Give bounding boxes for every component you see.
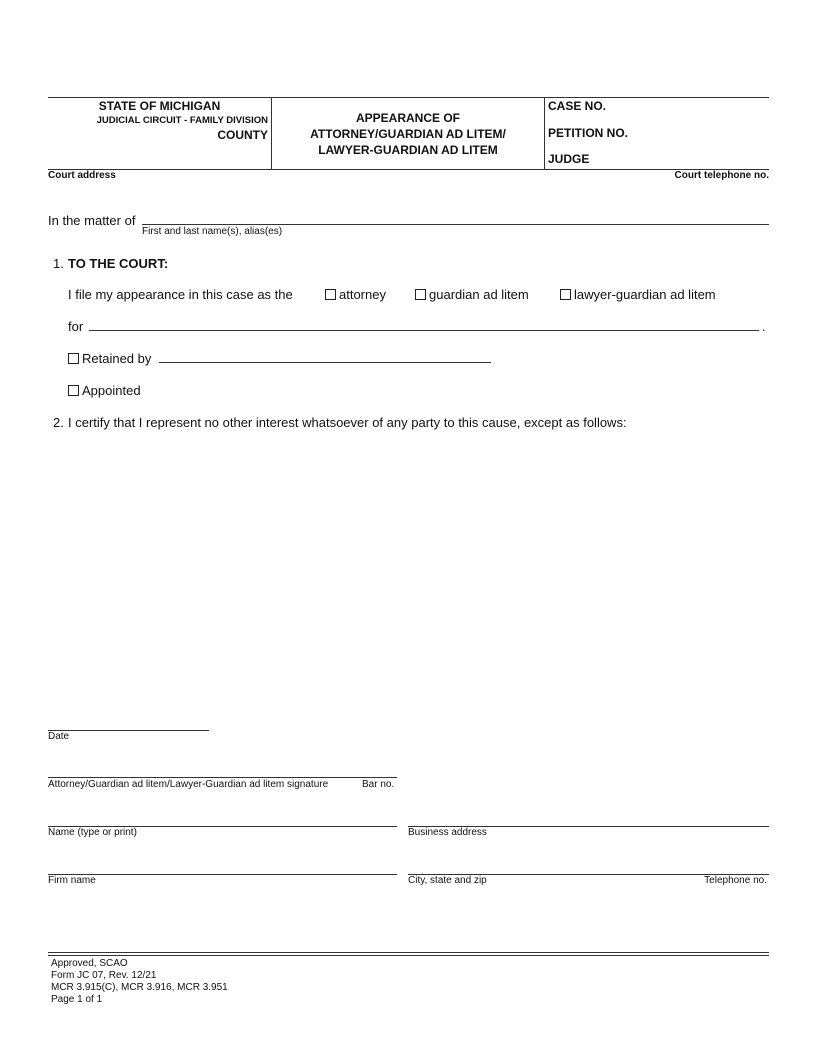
header-divider-right xyxy=(544,97,545,169)
appointed-label: Appointed xyxy=(82,383,141,398)
section2-number: 2. xyxy=(53,415,64,430)
bar-no-label: Bar no. xyxy=(362,779,395,790)
footer-line: Form JC 07, Rev. 12/21 xyxy=(51,970,157,981)
form-title-line: LAWYER-GUARDIAN AD LITEM xyxy=(318,143,498,157)
section1-number: 1. xyxy=(53,256,64,271)
option-label: lawyer-guardian ad litem xyxy=(574,287,716,302)
section1-heading: TO THE COURT: xyxy=(68,256,169,271)
option-attorney[interactable] xyxy=(325,287,386,302)
footer-line: MCR 3.915(C), MCR 3.916, MCR 3.951 xyxy=(51,982,228,993)
footer-rule-top xyxy=(48,952,769,953)
attorney-checkbox[interactable] xyxy=(325,289,336,300)
signature-line xyxy=(48,777,397,778)
retained-label: Retained by xyxy=(82,351,152,366)
option-lawyer-guardian-ad-litem[interactable] xyxy=(560,287,716,302)
section2-text: I certify that I represent no other interest whatsoever of any party to this cause, except as follows: xyxy=(68,415,627,430)
option-label: guardian ad litem xyxy=(429,287,529,302)
header-bottom-rule xyxy=(48,169,769,170)
header-top-rule xyxy=(48,97,769,98)
footer-line: Page 1 of 1 xyxy=(51,994,103,1005)
retained-option[interactable] xyxy=(68,351,151,366)
court-telephone-label: Court telephone no. xyxy=(674,170,769,181)
option-guardian-ad-litem[interactable] xyxy=(415,287,529,302)
date-line xyxy=(48,730,209,731)
business-address-label: Business address xyxy=(408,827,487,838)
form-title xyxy=(272,110,544,158)
appointed-checkbox[interactable] xyxy=(68,385,79,396)
retained-by-field[interactable] xyxy=(159,349,491,363)
footer-rule-bottom xyxy=(48,955,769,956)
matter-name-field[interactable] xyxy=(142,210,769,225)
court-address-label: Court address xyxy=(48,170,116,181)
guardian-ad-litem-checkbox[interactable] xyxy=(415,289,426,300)
case-no-label: CASE NO. xyxy=(548,99,607,113)
footer-line: Approved, SCAO xyxy=(51,958,128,969)
court-name: JUDICIAL CIRCUIT - FAMILY DIVISION xyxy=(96,115,268,126)
signature-label: Attorney/Guardian ad litem/Lawyer-Guardian ad litem signature xyxy=(48,779,329,790)
city-state-zip-label: City, state and zip xyxy=(408,875,487,886)
retained-checkbox[interactable] xyxy=(68,353,79,364)
for-field[interactable] xyxy=(89,317,759,331)
firm-name-label: Firm name xyxy=(48,875,96,886)
telephone-label: Telephone no. xyxy=(704,875,767,886)
date-label: Date xyxy=(48,731,70,742)
matter-caption: First and last name(s), alias(es) xyxy=(142,226,283,237)
name-label: Name (type or print) xyxy=(48,827,137,838)
footer-info xyxy=(51,958,228,1006)
matter-label: In the matter of xyxy=(48,213,136,228)
appointed-option[interactable] xyxy=(68,383,141,398)
lawyer-guardian-ad-litem-checkbox[interactable] xyxy=(560,289,571,300)
court-county: COUNTY xyxy=(217,128,268,142)
form-title-line: APPEARANCE OF xyxy=(355,111,460,125)
court-state: STATE OF MICHIGAN xyxy=(98,99,221,113)
firm-name-line xyxy=(48,874,397,875)
for-label: for xyxy=(68,319,84,334)
for-end-period: . xyxy=(762,319,766,334)
form-title-line: ATTORNEY/GUARDIAN AD LITEM/ xyxy=(310,127,506,141)
judge-label: JUDGE xyxy=(548,152,590,166)
petition-no-label: PETITION NO. xyxy=(548,126,629,140)
appearance-text: I file my appearance in this case as the xyxy=(68,287,293,302)
option-label: attorney xyxy=(339,287,386,302)
